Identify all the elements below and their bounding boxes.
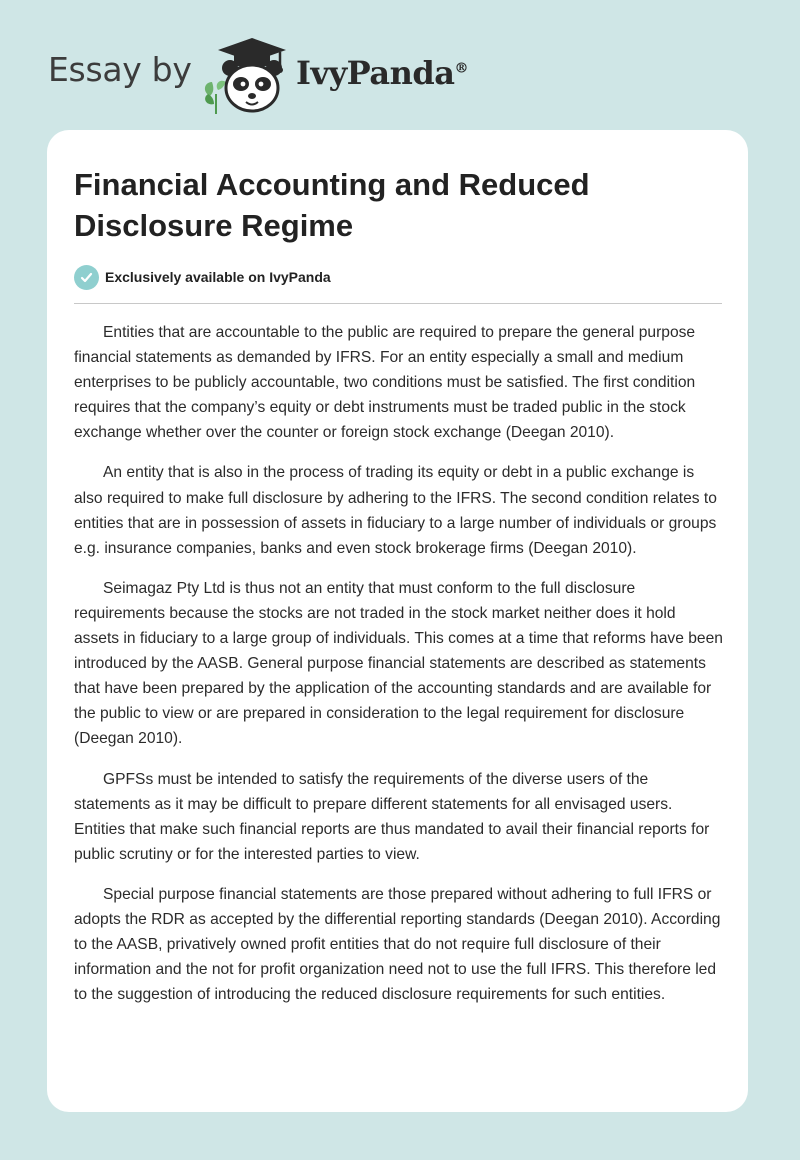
badge-label: Exclusively available on IvyPanda: [105, 269, 331, 285]
ivypanda-logo-icon[interactable]: [200, 34, 290, 114]
exclusive-badge: [74, 264, 331, 290]
paragraph: Seimagaz Pty Ltd is thus not an entity that must conform to the full disclosure requirements because the stocks are not traded in the stock market neither does it hold assets in fiduciary to a large group of individuals. This comes at a time that reforms have been introduced by the AASB. General purpose financial statements are described as statements that have been prepared by the application of the accounting standards and are available for the public to view or are prepared in consideration to the legal requirement for disclosure (Deegan 2010).: [74, 579, 723, 748]
paragraph: Entities that are accountable to the public are required to prepare the general purpose financial statements as demanded by IFRS. For an entity especially a small and medium enterprises to be publicly accountable, two conditions must be satisfied. The first condition requires that the company’s equity or debt instruments must be traded public in the stock exchange whether over the counter or foreign stock exchange (Deegan 2010).: [74, 324, 696, 442]
site-header: [48, 30, 508, 110]
ivy-leaf-icon: [205, 81, 226, 114]
brand-text: IvyPanda: [296, 54, 455, 92]
page-title: Financial Accounting and Reduced Disclosure Regime: [74, 167, 590, 243]
article-card: [47, 130, 748, 1112]
divider: [74, 303, 722, 304]
essay-by-label: Essay by: [48, 50, 192, 89]
article-body: [74, 320, 724, 1022]
check-circle-icon: [74, 265, 99, 290]
panda-face-icon: [222, 60, 282, 111]
brand-name[interactable]: [296, 54, 468, 92]
registered-mark: ®: [454, 60, 468, 77]
paragraph: GPFSs must be intended to satisfy the requirements of the diverse users of the statements as it may be difficult to prepare different statements for all envisaged users. Entities that make such financial reports are thus mandated to avail their financial reports for public scrutiny or for the interested parties to view.: [74, 770, 710, 863]
paragraph: An entity that is also in the process of trading its equity or debt in a public exchange is also required to make full disclosure by adhering to the IFRS. The second condition relates to entities that are in possession of assets in fiduciary to a large number of individuals or groups e.g. insurance companies, banks and even stock brokerage firms (Deegan 2010).: [74, 464, 717, 557]
paragraph: Special purpose financial statements are those prepared without adhering to full IFRS or adopts the RDR as accepted by the differential reporting standards (Deegan 2010). According to the AASB, privatively owned profit entities that do not require full disclosure of their information and the not for profit organization need not to use the full IFRS. This therefore led to the suggestion of introducing the reduced disclosure requirements for such entities.: [74, 885, 721, 1004]
